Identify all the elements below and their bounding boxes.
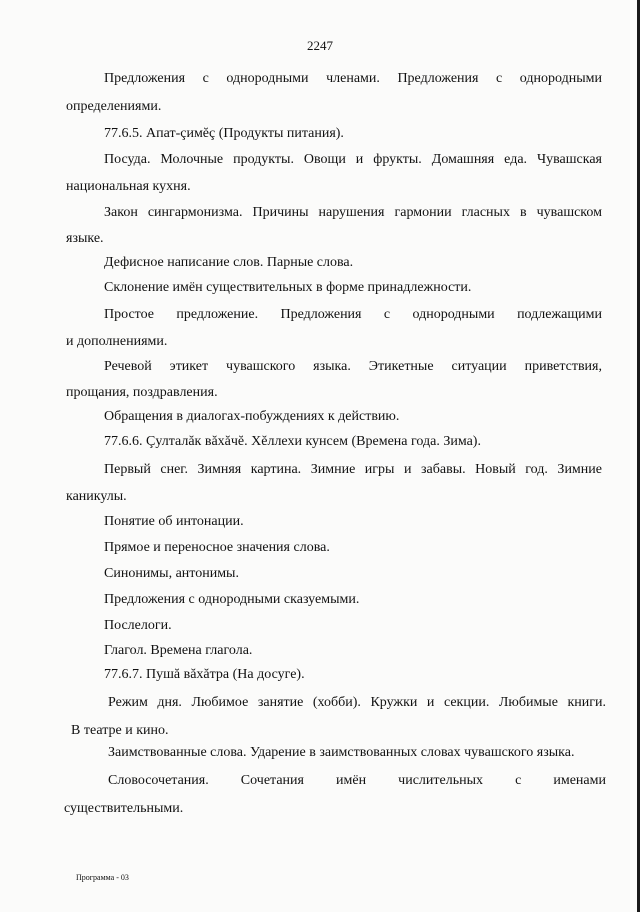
- text-line: Склонение имён существительных в форме принадлежности.: [104, 280, 472, 295]
- text-line: Закон сингармонизма. Причины нарушения гармонии гласных в чувашском: [104, 205, 602, 220]
- text-line: Режим дня. Любимое занятие (хобби). Кружки и секции. Любимые книги.: [108, 695, 606, 710]
- section-heading: 77.6.5. Апат-çимĕç (Продукты питания).: [104, 126, 344, 141]
- text-line: Простое предложение. Предложения с однородными подлежащими: [104, 307, 602, 322]
- section-heading: 77.6.6. Çулталăк вăхăчĕ. Хĕллехи кунсем (Времена года. Зима).: [104, 434, 481, 449]
- text-line: Дефисное написание слов. Парные слова.: [104, 255, 354, 270]
- text-line: существительными.: [64, 801, 184, 816]
- text-line: Первый снег. Зимняя картина. Зимние игры и забавы. Новый год. Зимние: [104, 462, 602, 477]
- text-line: языке.: [66, 231, 104, 246]
- text-line: Заимствованные слова. Ударение в заимствованных словах чувашского языка.: [108, 745, 575, 760]
- section-heading: 77.6.7. Пушă вăхăтра (На досуге).: [104, 667, 305, 682]
- text-line: Обращения в диалогах-побуждениях к действию.: [104, 409, 400, 424]
- text-line: Прямое и переносное значения слова.: [104, 540, 330, 555]
- text-line: Посуда. Молочные продукты. Овощи и фрукты. Домашняя еда. Чувашская: [104, 152, 602, 167]
- text-line: Предложения с однородными сказуемыми.: [104, 592, 360, 607]
- text-line: Глагол. Времена глагола.: [104, 643, 253, 658]
- footer-label: Программа - 03: [76, 873, 129, 882]
- text-line: Синонимы, антонимы.: [104, 566, 239, 581]
- text-line: определениями.: [66, 99, 162, 114]
- text-line: и дополнениями.: [66, 334, 168, 349]
- text-line: Словосочетания. Сочетания имён числительных с именами: [108, 773, 606, 788]
- text-line: Речевой этикет чувашского языка. Этикетные ситуации приветствия,: [104, 359, 602, 374]
- text-line: В театре и кино.: [71, 723, 169, 738]
- text-line: прощания, поздравления.: [66, 385, 218, 400]
- text-line: национальная кухня.: [66, 179, 191, 194]
- text-line: Предложения с однородными членами. Предложения с однородными: [104, 71, 602, 86]
- page-number: 2247: [307, 38, 333, 53]
- text-line: каникулы.: [66, 489, 127, 504]
- text-line: Понятие об интонации.: [104, 514, 244, 529]
- text-line: Послелоги.: [104, 618, 172, 633]
